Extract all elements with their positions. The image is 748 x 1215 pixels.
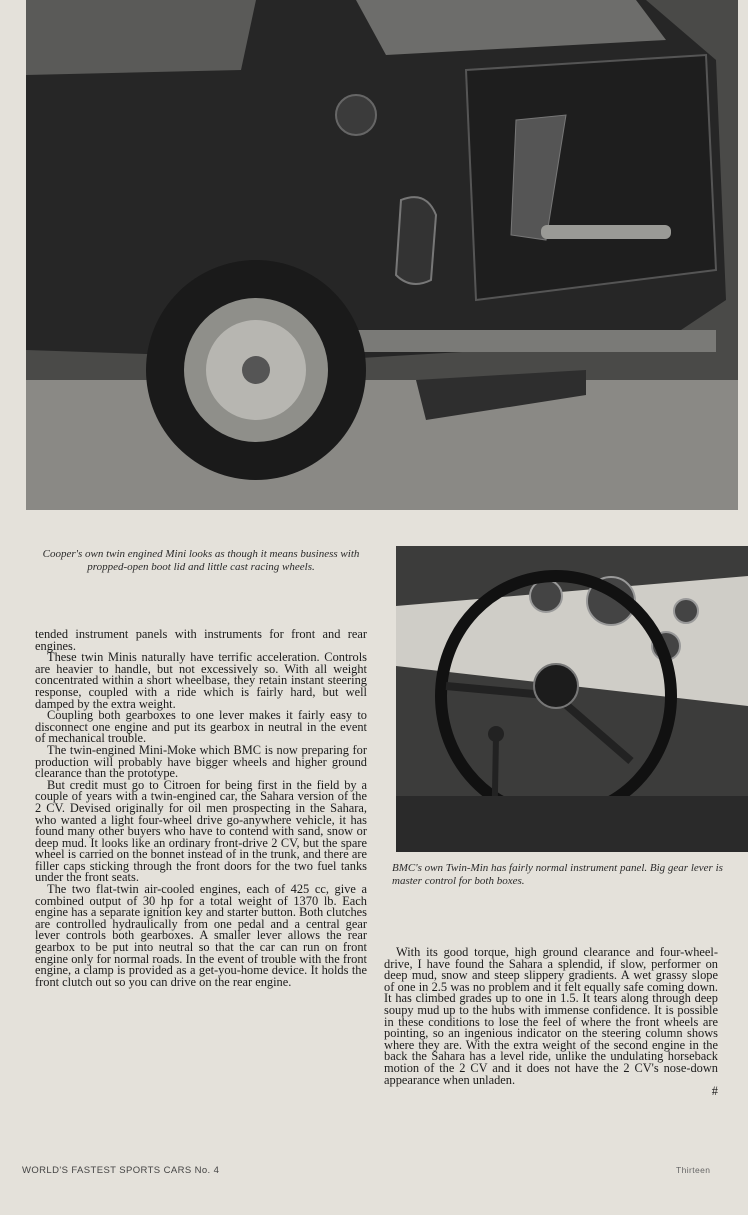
top-photo-caption: Cooper's own twin engined Mini looks as though it means business with propped-open boot lid and little cast racing wheels. [42,548,360,573]
page-number: Thirteen [676,1165,711,1175]
paragraph: tended instrument panels with instruments for front and rear engines. [35,627,367,653]
paragraph: The twin-engined Mini-Moke which BMC is now preparing for production will probably have bigger wheels and higher ground clearance than the prototype. [35,742,367,781]
paragraph: These twin Minis naturally have terrific acceleration. Controls are heavier to handle, but not excessively so. With all weight concentrated within a short wheelbase, they retain instant steering response, coupled with a ride which is fairly hard, but well damped by the extra weight. [35,650,367,711]
magazine-title-footer: WORLD'S FASTEST SPORTS CARS No. 4 [22,1165,220,1176]
mini-rear-photo [26,0,738,510]
end-mark: # [711,1084,718,1099]
paragraph: The two flat-twin air-cooled engines, each of 425 cc, give a combined output of 30 hp for a total weight of 1370 lb. Each engine has a separate ignition key and starter button. Both clutches are controlled hydraulically from one pedal and a central gear lever controls both gearboxes. A smaller lever allows the rear gearbox to be put into neutral so that the car can run on front engine only for normal roads. In the event of trouble with the front engine, a clamp is provided as a get-you-home device. It holds the front clutch out so you can drive on the rear engine. [35,882,367,989]
dashboard-photo [396,546,748,852]
paragraph: With its good torque, high ground clearance and four-wheel-drive, I have found the Sahara a splendid, if slow, performer on deep mud, snow and steep slippery gradients. A wet grassy slope of one in 2.5 was no problem and it felt equally safe coming down. It has climbed grades up to one in 1.5. It tears along through deep soupy mud up to the hubs with immense confidence. It is possible in these conditions to lose the feel of where the front wheels are pointing, so an ingenious indicator on the steering column shows where they are. With the extra weight of the second engine in the back the Sahara has a level ride, unlike the undulating horseback motion of the 2 CV and it does not have the 2 CV's nose-down appearance when unladen. [384,945,718,1087]
dashboard-photo-caption: BMC's own Twin-Min has fairly normal instrument panel. Big gear lever is master control for both boxes. [392,862,723,887]
paragraph: Coupling both gearboxes to one lever makes it fairly easy to disconnect one engine and put its gearbox in neutral in the event of mechanical trouble. [35,708,367,746]
article-left-column [35,629,367,988]
paragraph: But credit must go to Citroen for being first in the field by a couple of years with a twin-engined car, the Sahara version of the 2 CV. Devised originally for oil men prospecting in the Sahara, who wanted a light four-wheel drive go-anywhere vehicle, it has found many other buyers who have to contend with sand, snow or deep mud. It looks like an ordinary front-drive 2 CV, but the spare wheel is carried on the bonnet instead of in the trunk, and there are filler caps sticking through the front doors for the two fuel tanks under the front seats. [35,777,367,885]
article-right-column [384,947,718,1098]
